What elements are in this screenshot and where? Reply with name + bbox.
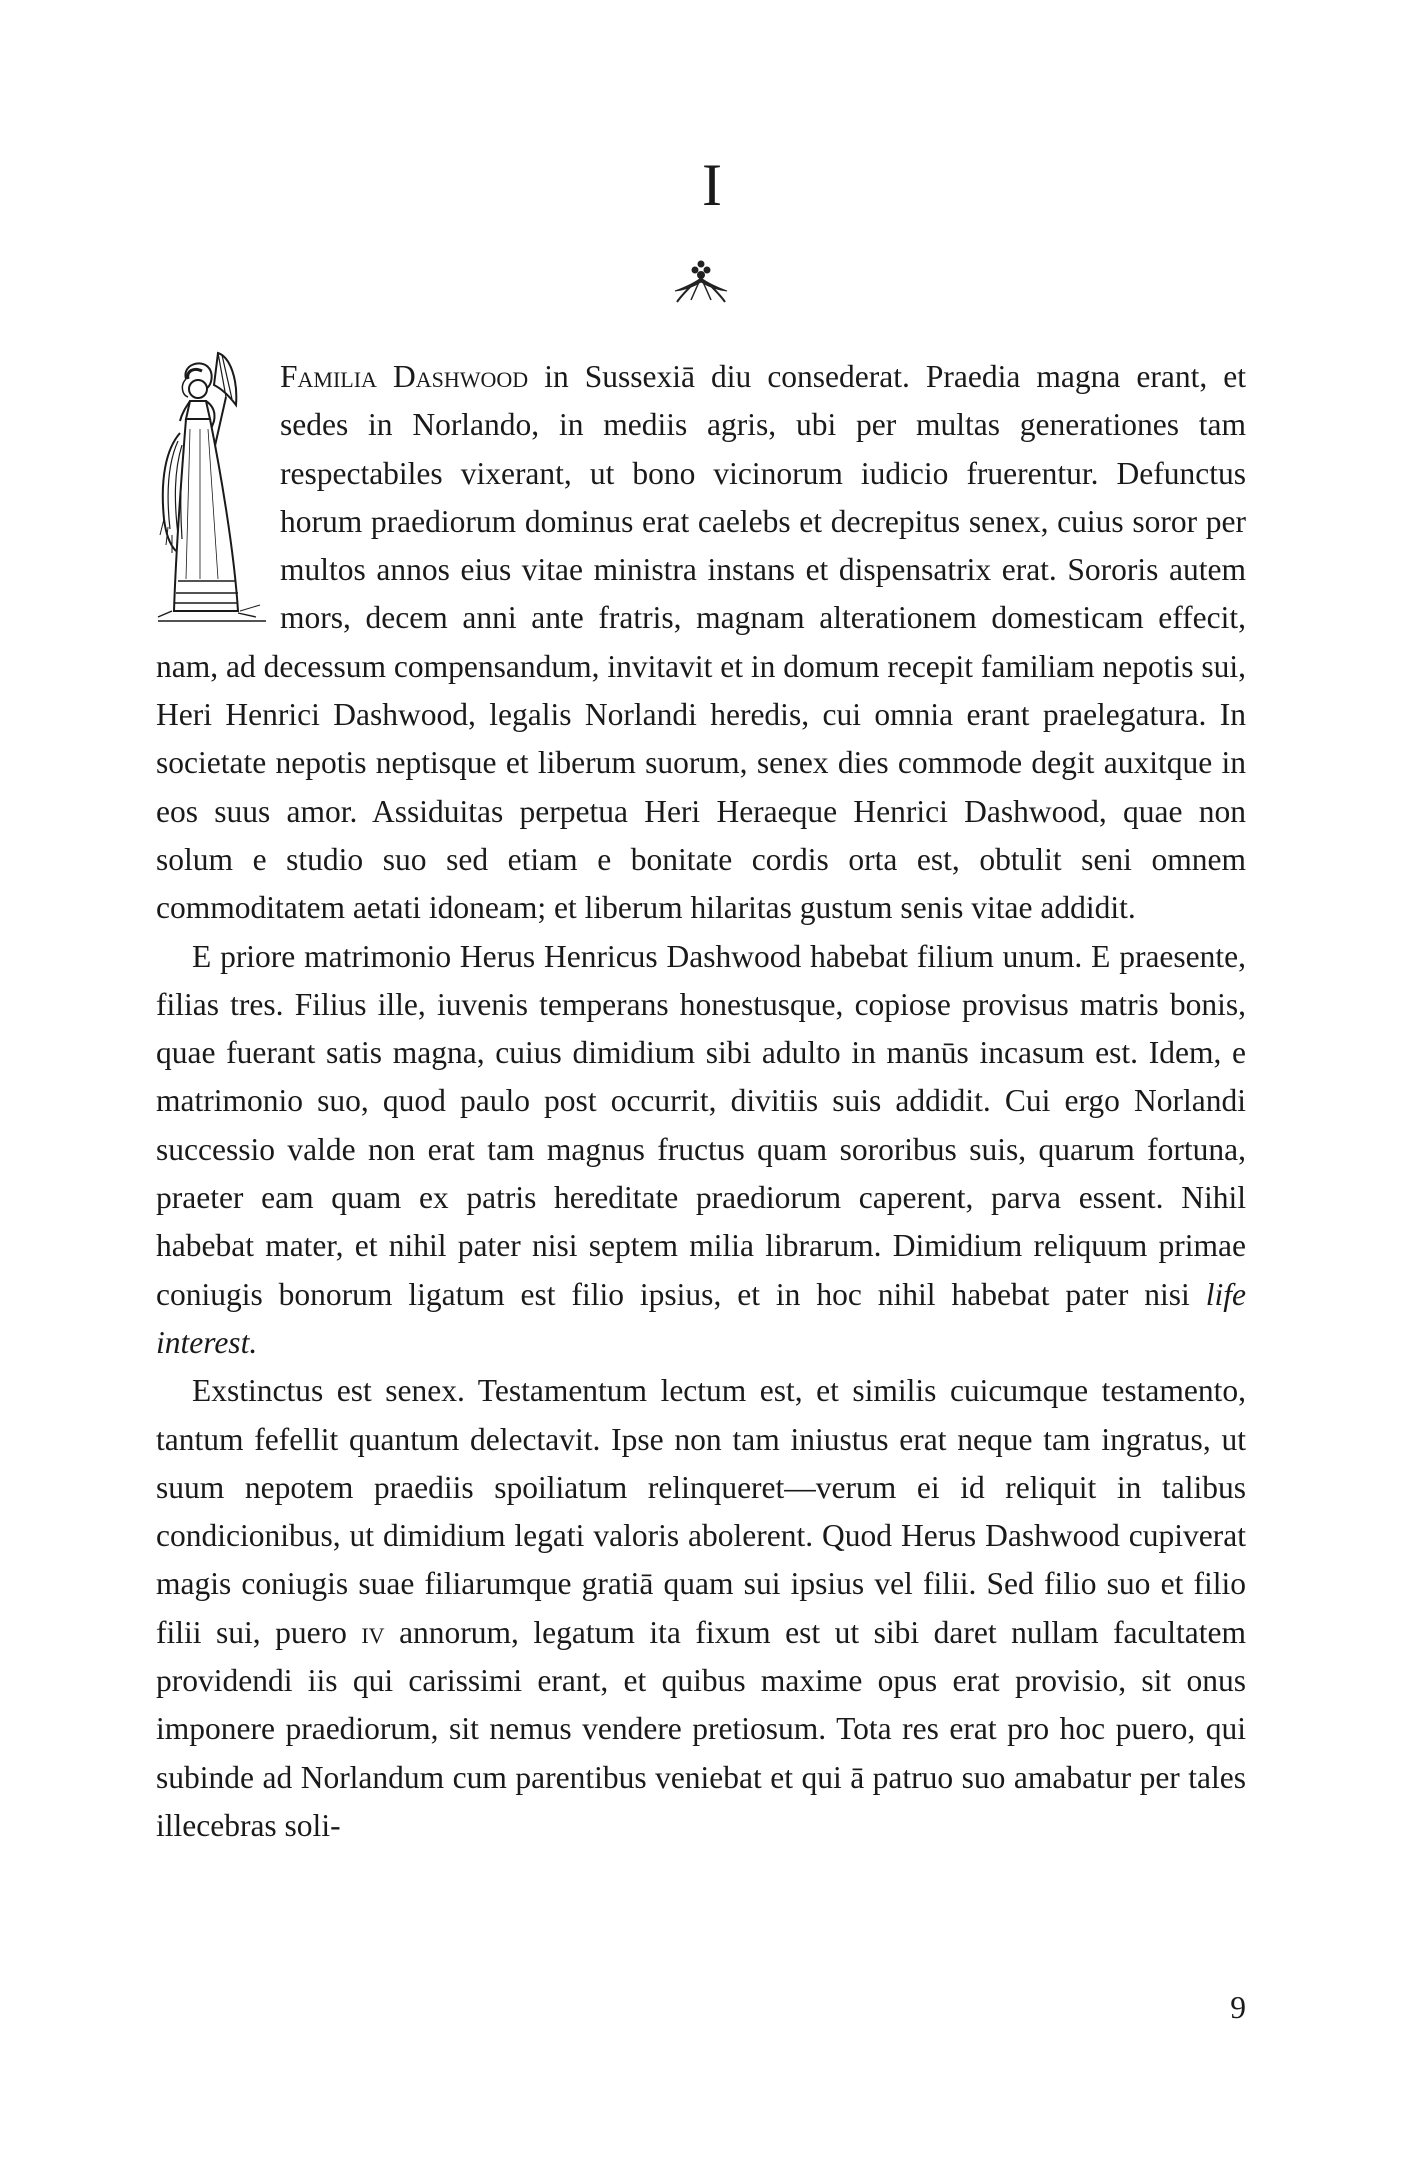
paragraph <box>156 933 1246 1368</box>
body-text <box>156 353 1246 1850</box>
paragraph <box>156 353 1246 933</box>
paragraph-text: Exstinctus est senex. Testamentum lectum est, et similis cuicumque testamento, tantum fefellit quantum delectavit. Ipse non tam iniustus erat neque tam ingratus, ut suum nepotem praediis spoiliatum relinqueret—verum ei id reliquit in talibus condicionibus, ut dimidium legati valoris abolerent. Quod Herus Dashwood cupiverat magis coniugis suae filiarumque gratiā quam sui ipsius vel filii. Sed filio suo et filio filii sui, puero <box>156 1373 1246 1650</box>
roman-numeral: iv <box>361 1614 385 1650</box>
drop-cap-illustration <box>156 349 266 625</box>
paragraph-text: E priore matrimonio Herus Henricus Dashwood habebat filium unum. E praesente, filias tres. Filius ille, iuvenis temperans honestusque, copiose provisus matris bonis, quae fuerant satis magna, cuius dimidium sibi adulto in manūs incasum est. Idem, e matrimonio suo, quod paulo post occurrit, divitiis suis addidit. Cui ergo Norlandi successio valde non erat tam magnus fructus quam sororibus suis, quarum fortuna, praeter eam quam ex patris hereditate praediorum caperent, parva essent. Nihil habebat mater, et nihil pater nisi septem milia librarum. Dimidium reliquum primae coniugis bonorum ligatum est filio ipsius, et in hoc nihil habebat pater nisi <box>156 938 1246 1312</box>
page-number: 9 <box>1230 1990 1246 2025</box>
paragraph-text: in Sussexiā diu consederat. Praedia magna erant, et sedes in Norlando, in mediis agris, ubi per multas generationes tam respectabiles vixerant, ut bono vicinorum iudicio fruerentur. Defunctus horum praediorum dominus erat caelebs et decrepitus senex, cuius soror per multos annos eius vitae ministra instans et dispensatrix erat. Sororis autem mors, decem anni ante fratris, magnam alterationem domesticam effecit, nam, ad decessum compensandum, invitavit et in domum recepit familiam nepotis sui, Heri Henrici Dashwood, legalis Norlandi heredis, cui omnia erant praelegatura. In societate nepotis neptisque et liberum suorum, senex dies commode degit auxitque in eos suus amor. Assiduitas perpetua Heri Heraeque Henrici Dashwood, quae non solum e studio suo sed etiam e bonitate cordis orta est, obtulit seni omnem commoditatem aetati idoneam; et liberum hilaritas gustum senis vitae addidit. <box>156 359 1247 926</box>
chapter-number: I <box>702 152 724 218</box>
fleuron-icon <box>673 258 729 304</box>
paragraph <box>156 1367 1246 1850</box>
paragraph-text-continued: annorum, legatum ita fixum est ut sibi daret nullam facultatem providendi iis qui carissimi erant, et quibus maxime opus erat provisio, sit onus imponere praediorum, sit nemus vendere pretiosum. Tota res erat pro hoc puero, qui subinde ad Norlandum cum parentibus veniebat et qui ā patruo suo amabatur per tales illecebras soli- <box>156 1614 1246 1843</box>
italic-phrase: life interest. <box>156 1276 1246 1360</box>
lead-in-small-caps: Familia Dashwood <box>280 359 529 394</box>
